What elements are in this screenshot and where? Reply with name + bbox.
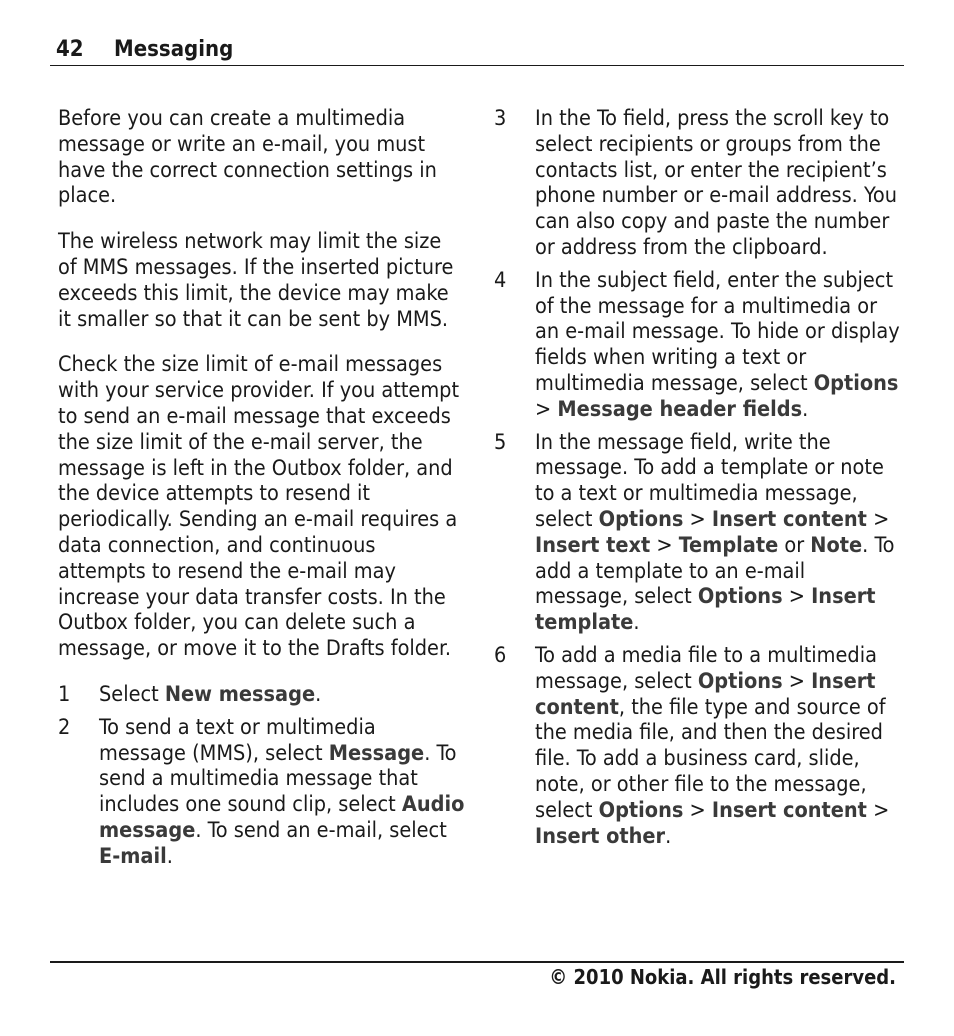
step-text-part: To add a media file to a multimedia message, select [535, 642, 877, 694]
step-text [99, 715, 466, 870]
step-4 [494, 268, 902, 423]
step-1 [58, 682, 466, 708]
step-text-part: In the message field, write the message. To add a template or note to a text or multimedia message, select [535, 429, 884, 532]
menu-separator: > [535, 396, 558, 422]
step-number: 4 [494, 267, 507, 293]
step-number: 5 [494, 429, 507, 455]
section-title: Messaging [114, 37, 234, 62]
header-rule [50, 65, 904, 66]
step-text-part: In the subject field, enter the subject of the message for a multimedia or an e-mail message. To hide or display fields when writing a text or multimedia message, select [535, 267, 900, 396]
copyright-notice: © 2010 Nokia. All rights reserved. [549, 965, 896, 989]
step-number: 6 [494, 642, 507, 668]
step-text: In the To field, press the scroll key to select recipients or groups from the contacts list, or enter the recipient’s phone number or e-mail address. You can also copy and paste the number or address from the clipboard. [535, 106, 898, 260]
step-text-part: . [633, 610, 640, 636]
left-column [58, 106, 466, 877]
ui-term-insert-other: Insert other [535, 823, 666, 849]
right-column [494, 106, 902, 856]
page-number: 42 [56, 37, 84, 62]
ui-term-insert-content: Insert content [711, 506, 867, 532]
ui-term-message-header-fields: Message header fields [557, 396, 803, 422]
step-text-part: . [802, 396, 809, 422]
step-text-part: , the file type and source of the media file, and then the desired file. To add a business card, slide, note, or other file to the message, select [535, 694, 886, 823]
step-text-part: To send a text or multimedia message (MMS), select [99, 714, 376, 766]
ui-term-audio-message: Audio message [99, 792, 465, 843]
ui-term-options: Options [598, 506, 684, 532]
step-text-part: . [166, 843, 173, 869]
step-text [535, 268, 902, 423]
step-text-part: . To send an e-mail, select [195, 817, 447, 843]
ui-term-insert-template: Insert template [535, 584, 876, 636]
ui-term-options: Options [697, 668, 783, 694]
step-2 [58, 715, 466, 870]
step-text-part: . To add a template to an e-mail message, select [535, 532, 895, 610]
menu-separator: > [683, 797, 712, 823]
step-number: 1 [58, 681, 71, 707]
menu-separator: > [866, 506, 890, 532]
step-text-part: . [665, 823, 672, 849]
step-text-part: Select [99, 681, 165, 707]
ui-term-template: Template [678, 532, 779, 558]
ui-term-options: Options [813, 370, 899, 396]
ui-term-insert-text: Insert text [535, 532, 651, 558]
page-header [56, 36, 233, 64]
ui-term-email: E-mail [99, 843, 167, 869]
menu-separator: > [683, 506, 712, 532]
step-text [535, 643, 902, 849]
step-number: 3 [494, 106, 507, 131]
ui-term-insert-content: Insert content [535, 668, 876, 720]
step-number: 2 [58, 714, 71, 740]
ui-term-note: Note [810, 532, 863, 558]
menu-separator: > [866, 797, 890, 823]
step-text [535, 430, 902, 636]
ui-term-insert-content: Insert content [711, 797, 867, 823]
step-text [99, 682, 466, 708]
step-3 [494, 106, 902, 261]
paragraph-connection-settings: Before you can create a multimedia message or write an e-mail, you must have the correct connection settings in place. [58, 106, 437, 209]
menu-separator: > [650, 532, 679, 558]
paragraph-mms-size-limit: The wireless network may limit the size of MMS messages. If the inserted picture exceeds this limit, the device may make it smaller so that it can be sent by MMS. [58, 229, 454, 332]
step-5 [494, 430, 902, 636]
step-text-part: or [778, 532, 811, 558]
ui-term-message: Message [328, 740, 425, 766]
step-text-part: . To send a multimedia message that includes one sound clip, select [99, 740, 457, 818]
step-6 [494, 643, 902, 849]
footer-rule [50, 961, 904, 963]
menu-separator: > [782, 584, 812, 610]
ui-term-new-message: New message [164, 681, 316, 707]
menu-separator: > [782, 668, 812, 694]
ui-term-options: Options [598, 797, 684, 823]
ui-term-options: Options [697, 584, 783, 610]
paragraph-email-size-limit: Check the size limit of e-mail messages with your service provider. If you attempt to send an e-mail message that exceeds the size limit of the e-mail server, the message is left in the Outbox folder, and the device attempts to resend it periodically. Sending an e-mail requires a data connection, and continuous attempts to resend the e-mail may increase your data transfer costs. In the Outbox folder, you can delete such a message, or move it to the Drafts folder. [58, 352, 460, 662]
step-text-part: . [315, 681, 322, 707]
